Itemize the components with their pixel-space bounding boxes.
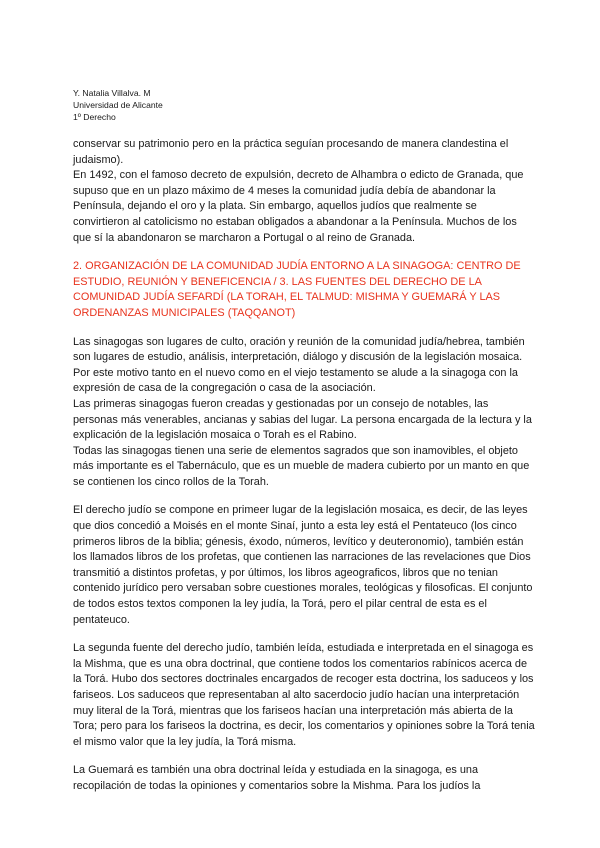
document-header <box>73 87 163 123</box>
section-heading: 2. ORGANIZACIÓN DE LA COMUNIDAD JUDÍA ENTORNO A LA SINAGOGA: CENTRO DE ESTUDIO, REUNIÓN Y BENEFICENCIA / 3. LAS FUENTES DEL DERECHO DE LA COMUNIDAD JUDÍA SEFARDÍ (LA TORAH, EL TALMUD: MISHMA Y GUEMARÁ Y LAS ORDENANZAS MUNICIPALES (TAQQANOT) <box>73 260 521 319</box>
paragraph-expulsion-decree: En 1492, con el famoso decreto de expulsión, decreto de Alhambra o edicto de Granada, que supuso que en un plazo máximo de 4 meses la comunidad judía debía de abandonar la Península, dejando el oro y la plata. Sin embargo, aquellos judíos que realmente se convirtieron al catolicismo no estaban obligados a abandonar a la Península. Muchos de los que sí la abandonaron se marcharon a Portugal o al reino de Granada. <box>73 169 524 244</box>
paragraph-sacred-elements: Todas las sinagogas tienen una serie de elementos sagrados que son inamovibles, el objeto más importante es el Tabernáculo, que es un mueble de madera cubierto por un manto en que se contienen los cinco rollos de la Torah. <box>73 444 530 488</box>
university-name: Universidad de Alicante <box>73 100 163 110</box>
paragraph-continuation: conservar su patrimonio pero en la práctica seguían procesando de manera clandestina el judaismo). <box>73 138 509 166</box>
paragraph-first-synagogues: Las primeras sinagogas fueron creadas y gestionadas por un consejo de notables, las personas más venerables, ancianas y sabias del lugar. La persona encargada de la lectura y la explicación de la legislación mosaica o Torah es el Rabino. <box>73 397 532 442</box>
paragraph-guemara: La Guemará es también una obra doctrinal leída y estudiada en la sinagoga, es una recopilación de todas la opiniones y comentarios sobre la Mishma. Para los judíos la <box>73 764 481 792</box>
course-label: 1º Derecho <box>73 112 116 122</box>
paragraph-jewish-law: El derecho judío se compone en primeer lugar de la legislación mosaica, es decir, de las leyes que dios concedió a Moisés en el monte Sinaí, junto a esta ley está el Pentateuco (los cinco primeros libros de la biblia; génesis, éxodo, números, levítico y deuteronomio), también están los llamados libros de los profetas, que contienen las narraciones de las revelaciones que Dios transmitió a distintos profetas, y por últimos, los libros ageograficos, libros que no tenian contenido jurídico pero versaban sobre cuestiones morales, teológicas y filosoficas. El conjunto de todos estos textos componen la ley judía, la Torá, pero el pilar central de esta es el pentateuco. <box>73 504 533 626</box>
paragraph-synagogues: Las sinagogas son lugares de culto, oración y reunión de la comunidad judía/hebrea, también son lugares de estudio, análisis, interpretación, diálogo y discusión de la legislación mosaica. Por este motivo tanto en el nuevo como en el viejo testamento se alude a la sinagoga con la expresión de casa de la congregación o casa de la asociación. <box>73 335 525 395</box>
author-name: Y. Natalia Villalva. M <box>73 88 151 98</box>
paragraph-mishma: La segunda fuente del derecho judío, también leída, estudiada e interpretada en el sinagoga es la Mishma, que es una obra doctrinal, que contiene todos los comentarios rabínicos acerca de la Torá. Hubo dos sectores doctrinales encargados de recoger esta doctrina, los saduceos y los fariseos. Los saduceos que representaban al alto sacerdocio judío hacían una interpretación muy literal de la Torá, mientras que los fariseos hacían una interpretación más abierta de la Tora; pero para los fariseos la doctrina, es decir, los comentarios y opiniones sobre la Torá tenia el mismo valor que la ley judía, la Torá misma. <box>73 642 535 748</box>
document-body <box>73 137 535 795</box>
